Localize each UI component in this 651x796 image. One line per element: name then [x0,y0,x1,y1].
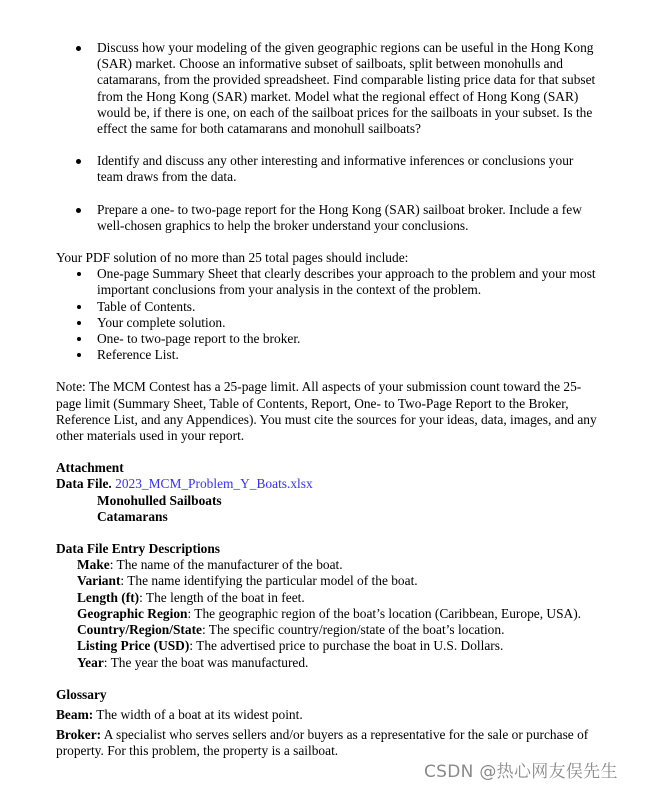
bullet-icon [76,159,81,164]
entry-descriptions-section [56,541,601,671]
data-file-line [56,476,601,492]
glossary-term: Broker: [56,727,102,743]
data-file-link[interactable]: 2023_MCM_Problem_Y_Boats.xlsx [115,476,313,492]
entry-definition: : The geographic region of the boat’s location (Caribbean, Europe, USA). [187,605,582,621]
entry-item [77,590,601,606]
entry-definition: : The name of the manufacturer of the boat. [109,557,343,573]
solution-item-text: One-page Summary Sheet that clearly describes your approach to the problem and your most important conclusions from your analysis in the context of the problem. [97,266,596,298]
solution-item [56,347,601,363]
glossary-definition: The width of a boat at its widest point. [93,706,303,722]
requirement-text: Prepare a one- to two-page report for the Hong Kong (SAR) sailboat broker. Include a few well-chosen graphics to help the broker understand your conclusions. [97,201,582,233]
glossary-item [56,707,601,723]
solution-item [56,266,601,298]
entry-item [77,557,601,573]
entry-term: Country/Region/State [77,622,202,638]
solution-item-text: One- to two-page report to the broker. [97,331,301,347]
entry-item [77,638,601,654]
attachment-section [56,460,601,525]
requirement-item [56,40,601,137]
entry-item [77,622,601,638]
attachment-heading: Attachment [56,460,124,476]
entry-term: Geographic Region [77,605,188,621]
entry-item [77,606,601,622]
bullet-icon [76,46,81,51]
solution-item [56,331,601,347]
requirement-text: Discuss how your modeling of the given geographic regions can be useful in the Hong Kong (SAR) market. Choose an informative subset of sailboats, split between monohulls and catamarans, from the provided spreadsheet. Find comparable listing price data for that subset from the Hong Kong (SAR) market. Model what the regional effect of Hong Kong (SAR) would be, if there is one, on each of the sailboat prices for the sailboats in your subset. Is the effect the same for both catamarans and monohull sailboats? [97,40,596,137]
bullet-icon [77,337,81,341]
entry-descriptions-list [56,557,601,670]
entry-definition: : The year the boat was manufactured. [103,654,309,670]
data-file-label: Data File. [56,476,112,492]
solution-list [56,266,601,363]
solution-intro: Your PDF solution of no more than 25 total pages should include: [56,250,409,266]
entry-term: Make [77,557,110,573]
bullet-icon [77,272,81,276]
requirements-list [56,40,601,234]
entry-descriptions-heading: Data File Entry Descriptions [56,541,221,557]
entry-term: Year [77,654,104,670]
entry-definition: : The length of the boat in feet. [139,589,305,605]
bullet-icon [77,321,81,325]
requirement-item [56,153,601,185]
csdn-watermark: CSDN @热心网友俣先生 [424,762,618,782]
document-page [56,40,601,760]
requirement-text: Identify and discuss any other interesting and informative inferences or conclusions your team draws from the data. [97,153,574,185]
requirement-item [56,202,601,234]
entry-definition: : The advertised price to purchase the boat in U.S. Dollars. [189,638,504,654]
glossary-definition: A specialist who serves sellers and/or buyers as a representative for the sale or purchase of property. For this problem, the property is a sailboat. [56,727,589,759]
bullet-icon [77,353,81,357]
bullet-icon [76,208,81,213]
solution-item [56,299,601,315]
entry-definition: : The specific country/region/state of the boat’s location. [201,622,505,638]
solution-item-text: Reference List. [97,347,179,363]
glossary-item [56,727,601,759]
glossary-term: Beam: [56,706,94,722]
entry-item [77,655,601,671]
glossary-section [56,687,601,760]
solution-item-text: Table of Contents. [97,298,196,314]
solution-item-text: Your complete solution. [97,314,226,330]
bullet-icon [77,305,81,309]
entry-term: Length (ft) [77,589,140,605]
page-limit-note: Note: The MCM Contest has a 25-page limit. All aspects of your submission count toward the 25-page limit (Summary Sheet, Table of Contents, Report, One- to Two-Page Report to the Broker, Reference List, and any Appendices). You must cite the sources for your ideas, data, images, and any other materials used in your report. [56,379,597,444]
entry-definition: : The name identifying the particular model of the boat. [120,573,418,589]
solution-item [56,315,601,331]
sheet-catamarans: Catamarans [97,508,168,524]
entry-item [77,573,601,589]
sheet-monohulled: Monohulled Sailboats [97,492,222,508]
entry-term: Listing Price (USD) [77,638,190,654]
entry-term: Variant [77,573,121,589]
glossary-heading: Glossary [56,686,107,702]
